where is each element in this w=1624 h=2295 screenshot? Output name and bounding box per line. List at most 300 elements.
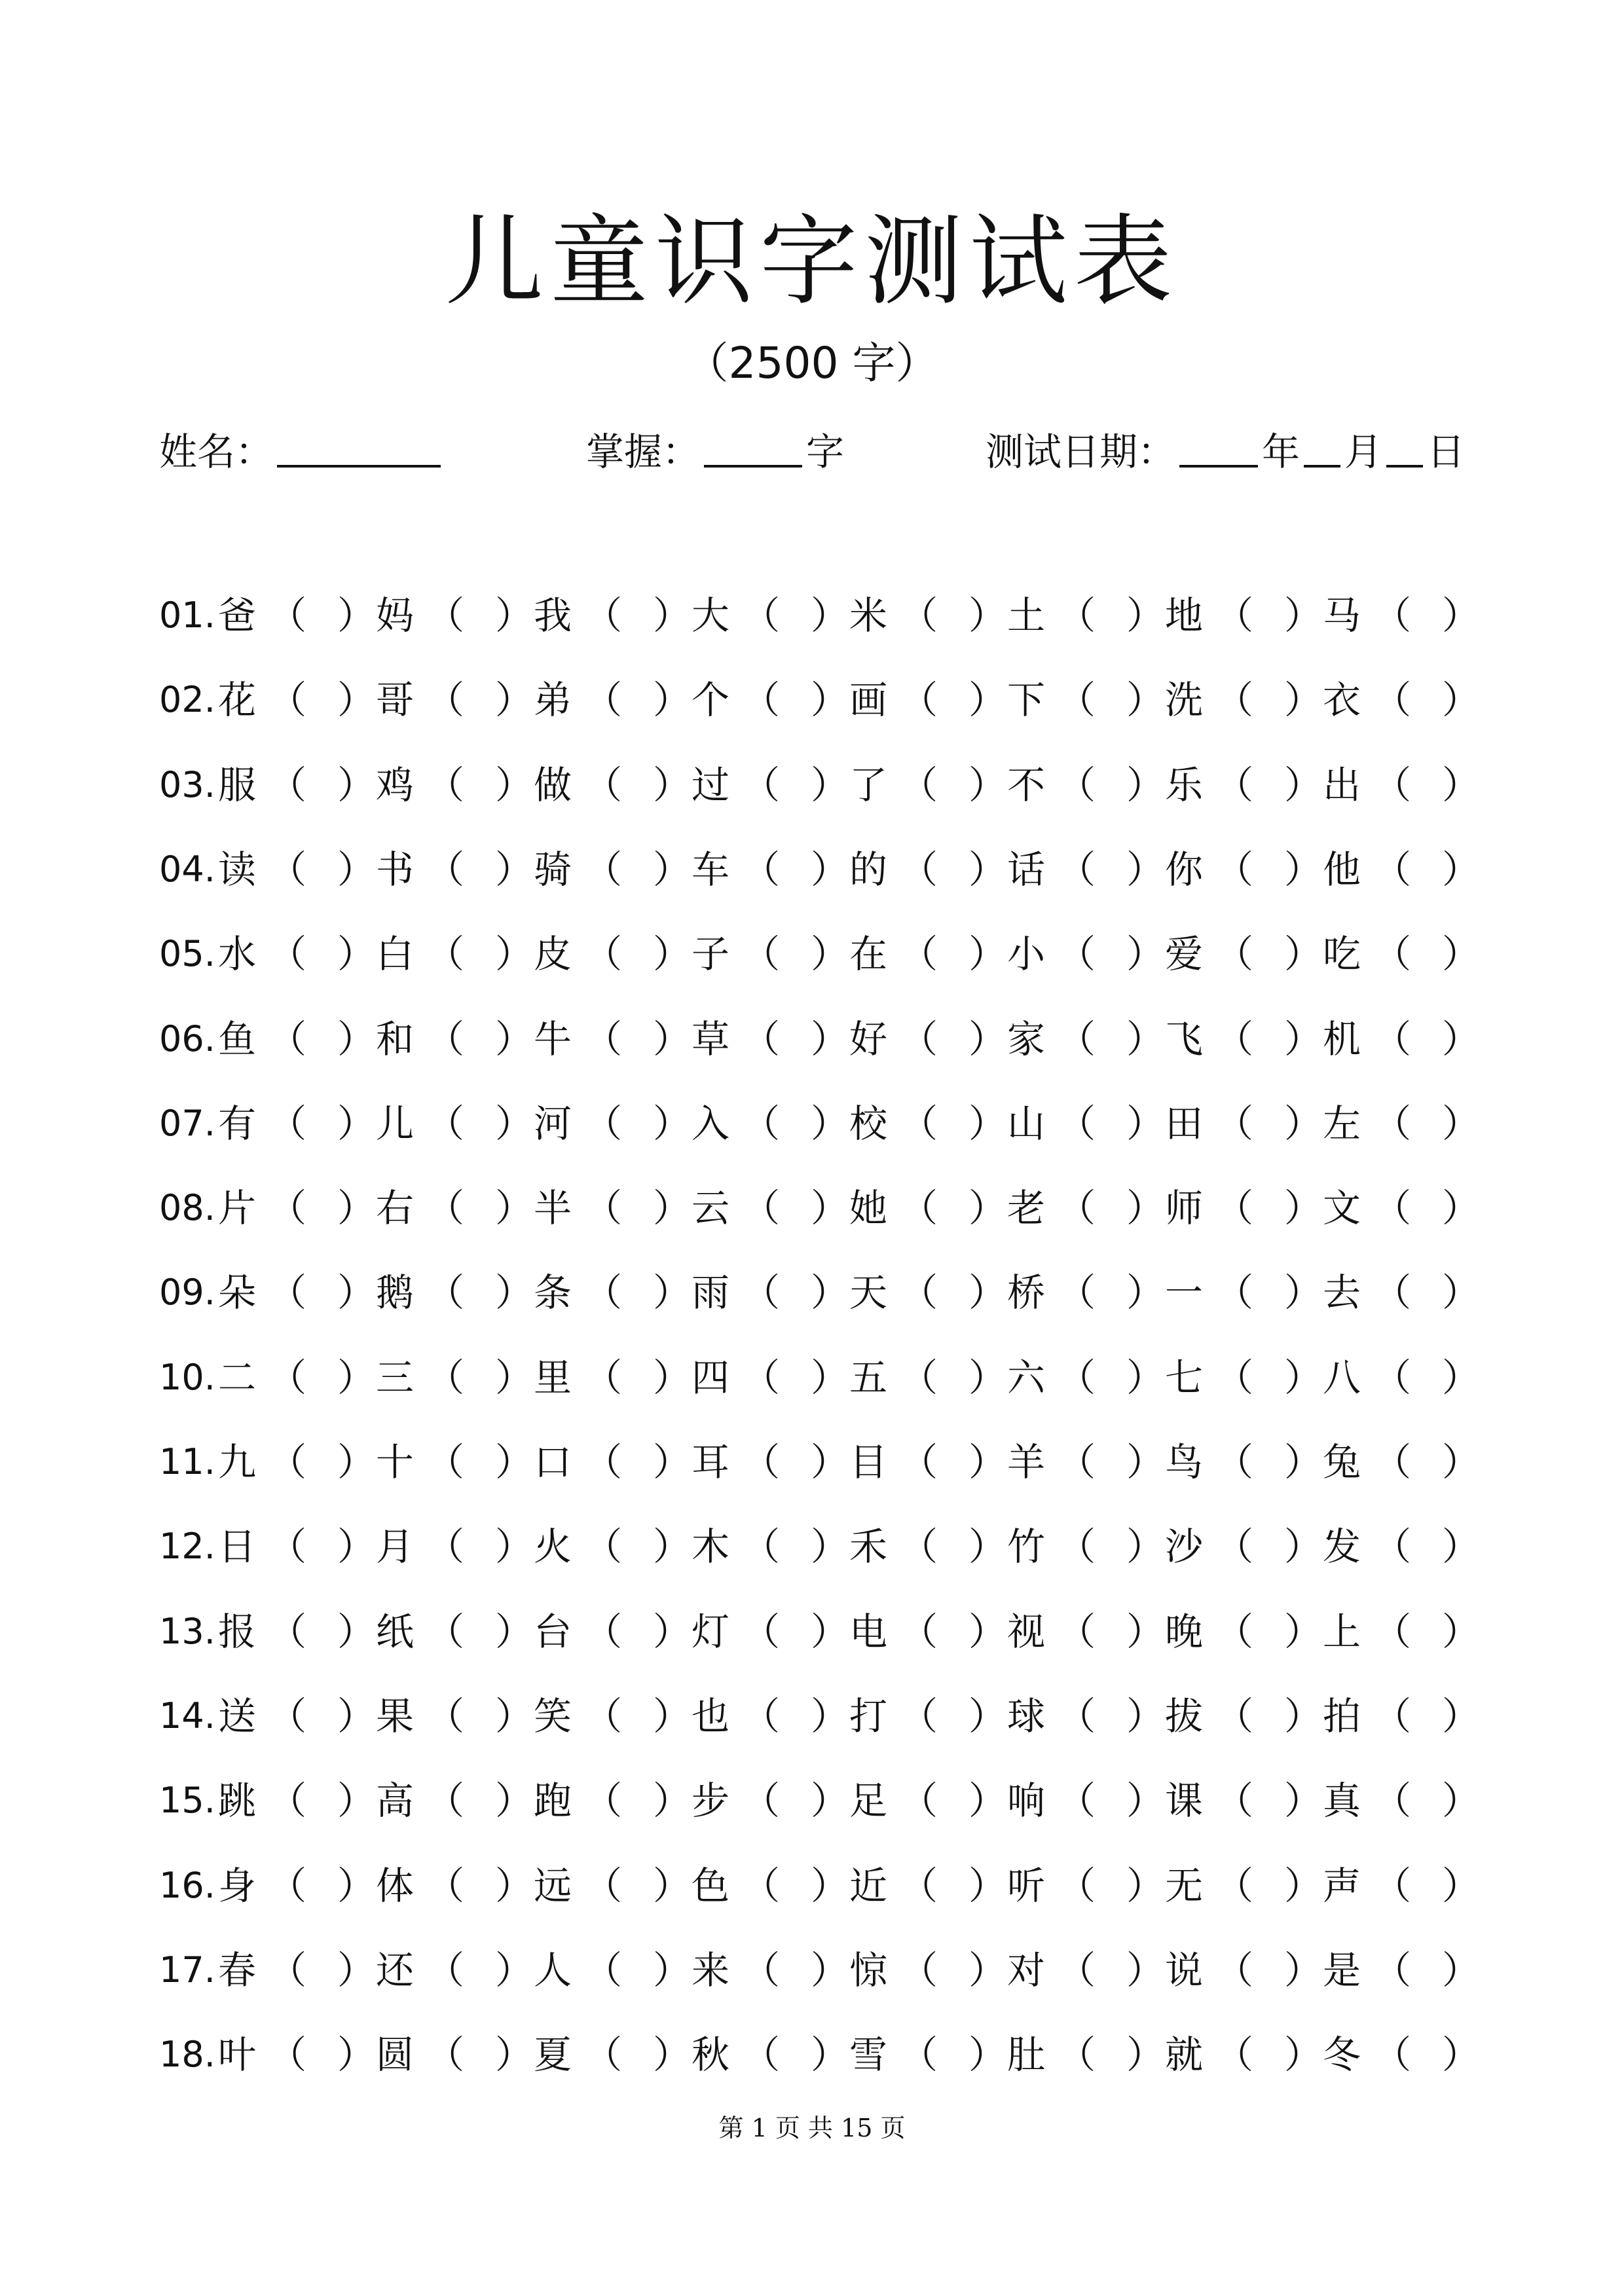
test-character: 声 — [1322, 1863, 1361, 1908]
test-character: 个 — [691, 678, 729, 723]
pinyin-answer-input[interactable] — [929, 1097, 971, 1151]
pinyin-answer-input[interactable] — [614, 1266, 655, 1320]
pinyin-answer-input[interactable] — [771, 1266, 813, 1320]
close-paren: ） — [811, 1186, 849, 1231]
pinyin-answer-input[interactable] — [929, 928, 971, 982]
test-character: 电 — [849, 1609, 887, 1654]
open-paren: （ — [426, 678, 465, 723]
test-character: 体 — [375, 1863, 414, 1908]
pinyin-answer-input[interactable] — [771, 589, 813, 643]
pinyin-answer-input[interactable] — [1403, 674, 1445, 727]
pinyin-answer-input[interactable] — [1087, 1944, 1129, 1998]
close-paren: ） — [337, 1355, 376, 1400]
open-paren: （ — [900, 2032, 938, 2078]
close-paren: ） — [653, 1270, 692, 1315]
row-number: 08. — [159, 1187, 215, 1229]
pinyin-answer-input[interactable] — [614, 1182, 655, 1236]
close-paren: ） — [1126, 1016, 1165, 1061]
test-character: 秋 — [691, 2032, 729, 2078]
pinyin-answer-input[interactable] — [929, 1182, 971, 1236]
open-paren: （ — [1373, 932, 1412, 977]
pinyin-answer-input[interactable] — [929, 1774, 971, 1828]
pinyin-answer-input[interactable] — [1245, 2029, 1287, 2082]
pinyin-answer-input[interactable] — [456, 1944, 498, 1998]
test-character: 读 — [217, 847, 256, 892]
test-character: 小 — [1006, 932, 1045, 977]
pinyin-answer-input[interactable] — [456, 1690, 498, 1744]
pinyin-answer-input[interactable] — [1087, 928, 1129, 982]
test-row — [0, 2019, 1624, 2091]
pinyin-answer-input[interactable] — [1403, 1097, 1445, 1151]
pinyin-answer-input[interactable] — [298, 1436, 340, 1490]
open-paren: （ — [1058, 1101, 1096, 1146]
open-paren: （ — [1215, 1609, 1254, 1654]
pinyin-answer-input[interactable] — [614, 1774, 655, 1828]
pinyin-answer-input[interactable] — [614, 1013, 655, 1067]
pinyin-answer-input[interactable] — [1245, 1690, 1287, 1744]
pinyin-answer-input[interactable] — [614, 1097, 655, 1151]
test-character: 他 — [1322, 847, 1361, 892]
pinyin-answer-input[interactable] — [929, 674, 971, 727]
pinyin-answer-input[interactable] — [614, 1520, 655, 1574]
open-paren: （ — [584, 1101, 623, 1146]
test-character: 白 — [375, 932, 414, 977]
test-character: 老 — [1006, 1186, 1045, 1231]
test-row — [0, 1257, 1624, 1329]
open-paren: （ — [900, 1016, 938, 1061]
pinyin-answer-input[interactable] — [771, 1606, 813, 1659]
test-character: 无 — [1164, 1863, 1203, 1908]
open-paren: （ — [900, 1693, 938, 1738]
open-paren: （ — [742, 847, 781, 892]
close-paren: ） — [495, 1609, 534, 1654]
open-paren: （ — [268, 593, 307, 638]
pinyin-answer-input[interactable] — [1403, 1266, 1445, 1320]
pinyin-answer-input[interactable] — [1245, 843, 1287, 897]
open-paren: （ — [1058, 1016, 1096, 1061]
open-paren: （ — [268, 1609, 307, 1654]
pinyin-answer-input[interactable] — [298, 1520, 340, 1574]
pinyin-answer-input[interactable] — [298, 2029, 340, 2082]
pinyin-answer-input[interactable] — [1245, 1774, 1287, 1828]
test-character: 雪 — [849, 2032, 887, 2078]
open-paren: （ — [268, 1270, 307, 1315]
pinyin-answer-input[interactable] — [1087, 843, 1129, 897]
open-paren: （ — [1373, 1693, 1412, 1738]
pinyin-answer-input[interactable] — [1245, 1351, 1287, 1405]
close-paren: ） — [811, 1440, 849, 1484]
pinyin-answer-input[interactable] — [1087, 1013, 1129, 1067]
test-character: 三 — [375, 1355, 414, 1400]
pinyin-answer-input[interactable] — [929, 1860, 971, 1913]
pinyin-answer-input[interactable] — [456, 1182, 498, 1236]
pinyin-answer-input[interactable] — [771, 1351, 813, 1405]
pinyin-answer-input[interactable] — [456, 1351, 498, 1405]
pinyin-answer-input[interactable] — [1087, 1436, 1129, 1490]
close-paren: ） — [1126, 593, 1165, 638]
pinyin-answer-input[interactable] — [456, 759, 498, 813]
test-character: 山 — [1006, 1101, 1045, 1146]
pinyin-answer-input[interactable] — [929, 1013, 971, 1067]
pinyin-answer-input[interactable] — [1245, 1520, 1287, 1574]
open-paren: （ — [1215, 932, 1254, 977]
open-paren: （ — [742, 1101, 781, 1146]
test-character: 羊 — [1006, 1440, 1045, 1484]
pinyin-answer-input[interactable] — [929, 1351, 971, 1405]
name-label: 姓名： — [159, 430, 274, 474]
open-paren: （ — [268, 1947, 307, 1992]
test-character: 视 — [1006, 1609, 1045, 1654]
pinyin-answer-input[interactable] — [771, 843, 813, 897]
pinyin-answer-input[interactable] — [614, 1606, 655, 1659]
test-character: 花 — [217, 678, 256, 723]
open-paren: （ — [426, 1016, 465, 1061]
open-paren: （ — [426, 762, 465, 807]
pinyin-answer-input[interactable] — [929, 843, 971, 897]
test-character: 冬 — [1322, 2032, 1361, 2078]
test-character: 条 — [533, 1270, 572, 1315]
open-paren: （ — [426, 1101, 465, 1146]
open-paren: （ — [584, 1270, 623, 1315]
pinyin-answer-input[interactable] — [298, 843, 340, 897]
pinyin-answer-input[interactable] — [929, 759, 971, 813]
pinyin-answer-input[interactable] — [456, 1606, 498, 1659]
test-character: 里 — [533, 1355, 572, 1400]
pinyin-answer-input[interactable] — [1403, 1606, 1445, 1659]
date-label: 测试日期： — [986, 430, 1176, 474]
test-character: 和 — [375, 1016, 414, 1061]
pinyin-answer-input[interactable] — [771, 1436, 813, 1490]
test-row — [0, 1003, 1624, 1075]
close-paren: ） — [337, 1524, 376, 1570]
pinyin-answer-input[interactable] — [614, 1690, 655, 1744]
test-character: 骑 — [533, 847, 572, 892]
pinyin-answer-input[interactable] — [1403, 1774, 1445, 1828]
close-paren: ） — [1126, 762, 1165, 807]
close-paren: ） — [811, 1101, 849, 1146]
pinyin-answer-input[interactable] — [929, 2029, 971, 2082]
pinyin-answer-input[interactable] — [456, 1013, 498, 1067]
pinyin-answer-input[interactable] — [771, 1097, 813, 1151]
open-paren: （ — [1058, 1863, 1096, 1908]
pinyin-answer-input[interactable] — [771, 1013, 813, 1067]
pinyin-answer-input[interactable] — [1403, 589, 1445, 643]
test-character: 高 — [375, 1778, 414, 1824]
open-paren: （ — [1058, 1693, 1096, 1738]
close-paren: ） — [969, 1101, 1007, 1146]
test-character: 马 — [1322, 593, 1361, 638]
pinyin-answer-input[interactable] — [771, 1520, 813, 1574]
open-paren: （ — [1058, 1609, 1096, 1654]
pinyin-answer-input[interactable] — [456, 928, 498, 982]
open-paren: （ — [1373, 1947, 1412, 1992]
test-character: 去 — [1322, 1270, 1361, 1315]
pinyin-answer-input[interactable] — [1087, 759, 1129, 813]
pinyin-answer-input[interactable] — [456, 1436, 498, 1490]
pinyin-answer-input[interactable] — [298, 674, 340, 727]
pinyin-answer-input[interactable] — [1403, 1351, 1445, 1405]
open-paren: （ — [268, 2032, 307, 2078]
pinyin-answer-input[interactable] — [929, 1436, 971, 1490]
open-paren: （ — [1058, 1186, 1096, 1231]
close-paren: ） — [969, 2032, 1007, 2078]
pinyin-answer-input[interactable] — [1403, 928, 1445, 982]
pinyin-answer-input[interactable] — [614, 2029, 655, 2082]
close-paren: ） — [495, 678, 534, 723]
pinyin-answer-input[interactable] — [1403, 1944, 1445, 1998]
test-character: 木 — [691, 1524, 729, 1570]
test-character: 洗 — [1164, 678, 1203, 723]
pinyin-answer-input[interactable] — [771, 1860, 813, 1913]
pinyin-answer-input[interactable] — [1245, 759, 1287, 813]
pinyin-answer-input[interactable] — [456, 843, 498, 897]
pinyin-answer-input[interactable] — [929, 589, 971, 643]
close-paren: ） — [495, 1440, 534, 1484]
close-paren: ） — [337, 932, 376, 977]
pinyin-answer-input[interactable] — [1087, 1520, 1129, 1574]
pinyin-answer-input[interactable] — [929, 1520, 971, 1574]
pinyin-answer-input[interactable] — [1245, 589, 1287, 643]
open-paren: （ — [1058, 1440, 1096, 1484]
pinyin-answer-input[interactable] — [614, 759, 655, 813]
open-paren: （ — [584, 762, 623, 807]
pinyin-answer-input[interactable] — [298, 1774, 340, 1828]
pinyin-answer-input[interactable] — [614, 1944, 655, 1998]
pinyin-answer-input[interactable] — [1087, 1351, 1129, 1405]
close-paren: ） — [337, 1693, 376, 1738]
open-paren: （ — [1373, 1778, 1412, 1824]
pinyin-answer-input[interactable] — [771, 928, 813, 982]
open-paren: （ — [1215, 1863, 1254, 1908]
close-paren: ） — [1284, 1947, 1323, 1992]
row-number: 09. — [159, 1272, 215, 1313]
test-character: 二 — [217, 1355, 256, 1400]
test-character: 九 — [217, 1440, 256, 1484]
pinyin-answer-input[interactable] — [298, 1351, 340, 1405]
pinyin-answer-input[interactable] — [1403, 1013, 1445, 1067]
pinyin-answer-input[interactable] — [614, 589, 655, 643]
open-paren: （ — [1058, 932, 1096, 977]
open-paren: （ — [742, 1186, 781, 1231]
pinyin-answer-input[interactable] — [614, 928, 655, 982]
open-paren: （ — [584, 1947, 623, 1992]
pinyin-answer-input[interactable] — [1403, 1520, 1445, 1574]
pinyin-answer-input[interactable] — [1245, 1860, 1287, 1913]
row-number: 11. — [159, 1441, 215, 1482]
close-paren: ） — [653, 1524, 692, 1570]
pinyin-answer-input[interactable] — [298, 759, 340, 813]
pinyin-answer-input[interactable] — [1087, 1774, 1129, 1828]
close-paren: ） — [1284, 1524, 1323, 1570]
pinyin-answer-input[interactable] — [614, 1351, 655, 1405]
open-paren: （ — [1373, 1355, 1412, 1400]
close-paren: ） — [495, 1947, 534, 1992]
test-character: 鹅 — [375, 1270, 414, 1315]
close-paren: ） — [1284, 932, 1323, 977]
pinyin-answer-input[interactable] — [1403, 1182, 1445, 1236]
pinyin-answer-input[interactable] — [456, 1860, 498, 1913]
open-paren: （ — [742, 1863, 781, 1908]
open-paren: （ — [268, 1355, 307, 1400]
open-paren: （ — [1058, 762, 1096, 807]
row-number: 12. — [159, 1526, 215, 1568]
pinyin-answer-input[interactable] — [1403, 1860, 1445, 1913]
open-paren: （ — [584, 678, 623, 723]
pinyin-answer-input[interactable] — [771, 674, 813, 727]
open-paren: （ — [742, 1440, 781, 1484]
pinyin-answer-input[interactable] — [298, 1690, 340, 1744]
pinyin-answer-input[interactable] — [1087, 1860, 1129, 1913]
open-paren: （ — [742, 2032, 781, 2078]
close-paren: ） — [1442, 932, 1481, 977]
close-paren: ） — [811, 2032, 849, 2078]
test-character: 过 — [691, 762, 729, 807]
test-character: 跑 — [533, 1778, 572, 1824]
open-paren: （ — [1373, 1101, 1412, 1146]
pinyin-answer-input[interactable] — [1245, 928, 1287, 982]
row-number: 03. — [159, 763, 215, 805]
close-paren: ） — [495, 1778, 534, 1824]
pinyin-answer-input[interactable] — [1245, 1436, 1287, 1490]
open-paren: （ — [1215, 1947, 1254, 1992]
pinyin-answer-input[interactable] — [1245, 1097, 1287, 1151]
test-character: 来 — [691, 1947, 729, 1992]
close-paren: ） — [1442, 678, 1481, 723]
close-paren: ） — [969, 1524, 1007, 1570]
pinyin-answer-input[interactable] — [1245, 674, 1287, 727]
test-character: 桥 — [1006, 1270, 1045, 1315]
open-paren: （ — [426, 1778, 465, 1824]
pinyin-answer-input[interactable] — [1245, 1182, 1287, 1236]
open-paren: （ — [900, 593, 938, 638]
open-paren: （ — [268, 762, 307, 807]
pinyin-answer-input[interactable] — [929, 1944, 971, 1998]
pinyin-answer-input[interactable] — [456, 589, 498, 643]
page-subtitle: （2500 字） — [685, 338, 939, 388]
pinyin-answer-input[interactable] — [929, 1606, 971, 1659]
open-paren: （ — [584, 847, 623, 892]
pinyin-answer-input[interactable] — [1245, 1944, 1287, 1998]
pinyin-answer-input[interactable] — [771, 1944, 813, 1998]
pinyin-answer-input[interactable] — [1087, 589, 1129, 643]
pinyin-answer-input[interactable] — [1087, 1182, 1129, 1236]
pinyin-answer-input[interactable] — [614, 674, 655, 727]
close-paren: ） — [1442, 1186, 1481, 1231]
close-paren: ） — [1126, 1863, 1165, 1908]
pinyin-answer-input[interactable] — [771, 2029, 813, 2082]
test-character: 上 — [1322, 1609, 1361, 1654]
close-paren: ） — [1442, 2032, 1481, 2078]
pinyin-answer-input[interactable] — [456, 2029, 498, 2082]
pinyin-answer-input[interactable] — [298, 1944, 340, 1998]
pinyin-answer-input[interactable] — [456, 1266, 498, 1320]
pinyin-answer-input[interactable] — [771, 759, 813, 813]
pinyin-answer-input[interactable] — [614, 1436, 655, 1490]
page-number: 第 1 页 共 15 页 — [718, 2114, 906, 2142]
test-character: 弟 — [533, 678, 572, 723]
open-paren: （ — [742, 932, 781, 977]
open-paren: （ — [584, 1693, 623, 1738]
pinyin-answer-input[interactable] — [1087, 1690, 1129, 1744]
close-paren: ） — [337, 593, 376, 638]
test-row — [0, 1088, 1624, 1160]
pinyin-answer-input[interactable] — [456, 1520, 498, 1574]
pinyin-answer-input[interactable] — [1087, 1266, 1129, 1320]
pinyin-answer-input[interactable] — [456, 1774, 498, 1828]
pinyin-answer-input[interactable] — [771, 1774, 813, 1828]
close-paren: ） — [653, 1778, 692, 1824]
test-character: 春 — [217, 1947, 256, 1992]
pinyin-answer-input[interactable] — [771, 1182, 813, 1236]
open-paren: （ — [584, 593, 623, 638]
pinyin-answer-input[interactable] — [298, 589, 340, 643]
close-paren: ） — [1284, 1186, 1323, 1231]
close-paren: ） — [811, 1270, 849, 1315]
pinyin-answer-input[interactable] — [298, 1606, 340, 1659]
test-character: 水 — [217, 932, 256, 977]
open-paren: （ — [742, 1355, 781, 1400]
close-paren: ） — [1126, 1270, 1165, 1315]
pinyin-answer-input[interactable] — [1403, 759, 1445, 813]
close-paren: ） — [653, 932, 692, 977]
pinyin-answer-input[interactable] — [298, 1182, 340, 1236]
pinyin-answer-input[interactable] — [1087, 1097, 1129, 1151]
pinyin-answer-input[interactable] — [929, 1690, 971, 1744]
pinyin-answer-input[interactable] — [1087, 674, 1129, 727]
test-character: 耳 — [691, 1440, 729, 1484]
open-paren: （ — [268, 1186, 307, 1231]
pinyin-answer-input[interactable] — [1245, 1266, 1287, 1320]
pinyin-answer-input[interactable] — [614, 1860, 655, 1913]
pinyin-answer-input[interactable] — [456, 1097, 498, 1151]
pinyin-answer-input[interactable] — [298, 1860, 340, 1913]
open-paren: （ — [900, 678, 938, 723]
close-paren: ） — [1284, 2032, 1323, 2078]
pinyin-answer-input[interactable] — [456, 674, 498, 727]
open-paren: （ — [1215, 1186, 1254, 1231]
test-row — [0, 1172, 1624, 1244]
close-paren: ） — [969, 1947, 1007, 1992]
pinyin-answer-input[interactable] — [1403, 843, 1445, 897]
pinyin-answer-input[interactable] — [1403, 2029, 1445, 2082]
pinyin-answer-input[interactable] — [1403, 1436, 1445, 1490]
test-row — [0, 1765, 1624, 1837]
close-paren: ） — [495, 1355, 534, 1400]
test-character: 你 — [1164, 847, 1203, 892]
pinyin-answer-input[interactable] — [771, 1690, 813, 1744]
pinyin-answer-input[interactable] — [1403, 1690, 1445, 1744]
pinyin-answer-input[interactable] — [1245, 1013, 1287, 1067]
test-character: 鱼 — [217, 1016, 256, 1061]
close-paren: ） — [337, 1270, 376, 1315]
pinyin-answer-input[interactable] — [614, 843, 655, 897]
pinyin-answer-input[interactable] — [298, 1013, 340, 1067]
pinyin-answer-input[interactable] — [298, 928, 340, 982]
pinyin-answer-input[interactable] — [929, 1266, 971, 1320]
close-paren: ） — [811, 1016, 849, 1061]
test-character: 鸡 — [375, 762, 414, 807]
open-paren: （ — [584, 1355, 623, 1400]
pinyin-answer-input[interactable] — [298, 1097, 340, 1151]
pinyin-answer-input[interactable] — [298, 1266, 340, 1320]
pinyin-answer-input[interactable] — [1087, 1606, 1129, 1659]
pinyin-answer-input[interactable] — [1245, 1606, 1287, 1659]
test-row — [0, 1680, 1624, 1752]
test-row — [0, 1342, 1624, 1414]
close-paren: ） — [1284, 1863, 1323, 1908]
pinyin-answer-input[interactable] — [1087, 2029, 1129, 2082]
test-character: 服 — [217, 762, 256, 807]
